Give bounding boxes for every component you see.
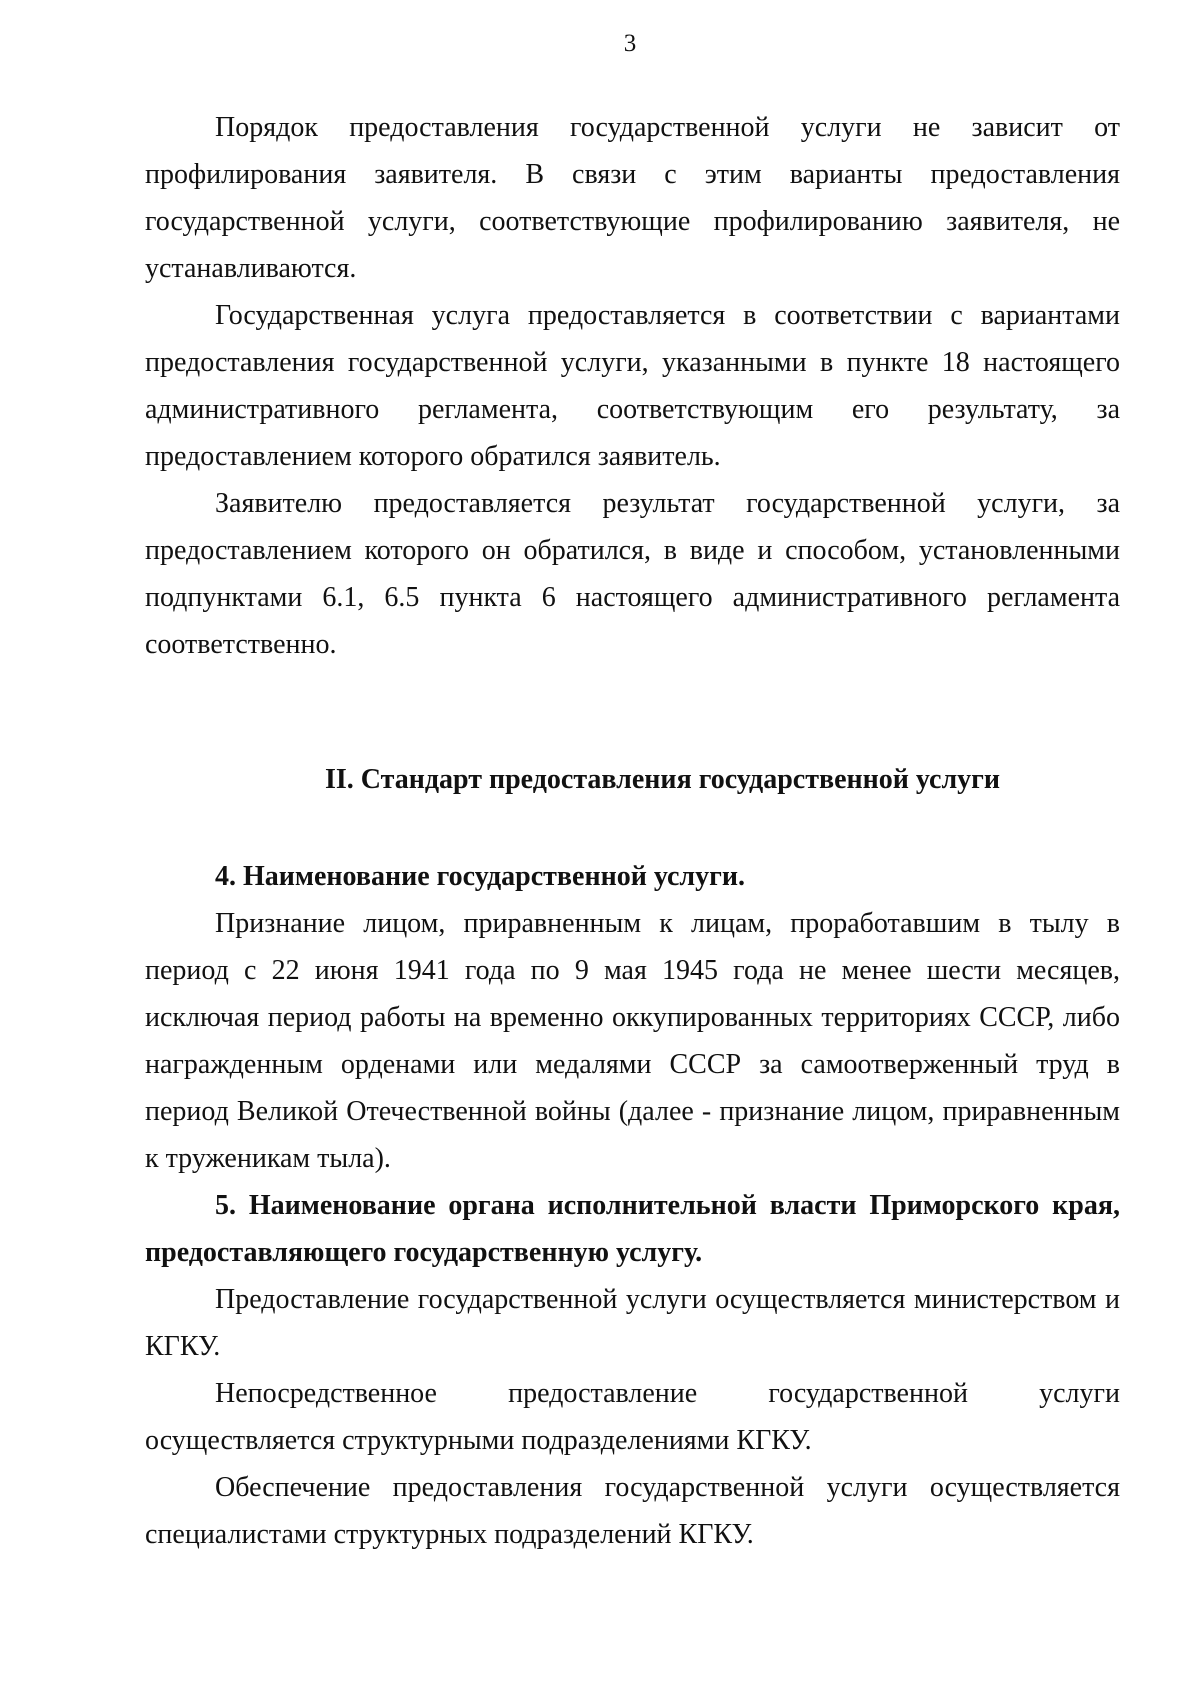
section-5-paragraph: Предоставление государственной услуги осуществляется министерством и КГКУ.: [145, 1284, 1120, 1362]
paragraph-result: Заявителю предоставляется результат государственной услуги, за предоставлением которого он обратился, в виде и способом, установленными подпунктами 6.1, 6.5 пункта 6 настоящего административного регламента соответственно.: [145, 488, 1120, 660]
section-5-paragraph: Обеспечение предоставления государственной услуги осуществляется специалистами структурных подразделений КГКУ.: [145, 1472, 1120, 1550]
section-5-paragraph: Непосредственное предоставление государственной услуги осуществляется структурными подразделениями КГКУ.: [145, 1378, 1120, 1456]
paragraph-profiling: Порядок предоставления государственной услуги не зависит от профилирования заявителя. В связи с этим варианты предоставления государственной услуги, соответствующие профилированию заявителя, не устанавливаются.: [145, 112, 1120, 284]
page-content: [145, 104, 1120, 1558]
section-5-heading: 5. Наименование органа исполнительной власти Приморского края, предоставляющего государственную услугу.: [145, 1190, 1120, 1268]
section-4-text: Признание лицом, приравненным к лицам, проработавшим в тылу в период с 22 июня 1941 года по 9 мая 1945 года не менее шести месяцев, исключая период работы на временно оккупированных территориях СССР, либо награжденным орденами или медалями СССР за самоотверженный труд в период Великой Отечественной войны (далее - признание лицом, приравненным к труженикам тыла).: [145, 908, 1120, 1174]
section-title: II. Стандарт предоставления государственной услуги: [324, 764, 1001, 795]
section-4-heading: 4. Наименование государственной услуги.: [215, 861, 745, 892]
paragraph-variants: Государственная услуга предоставляется в соответствии с вариантами предоставления государственной услуги, указанными в пункте 18 настоящего административного регламента, соответствующим его результату, за предоставлением которого обратился заявитель.: [145, 300, 1120, 472]
page-number: 3: [623, 30, 637, 57]
